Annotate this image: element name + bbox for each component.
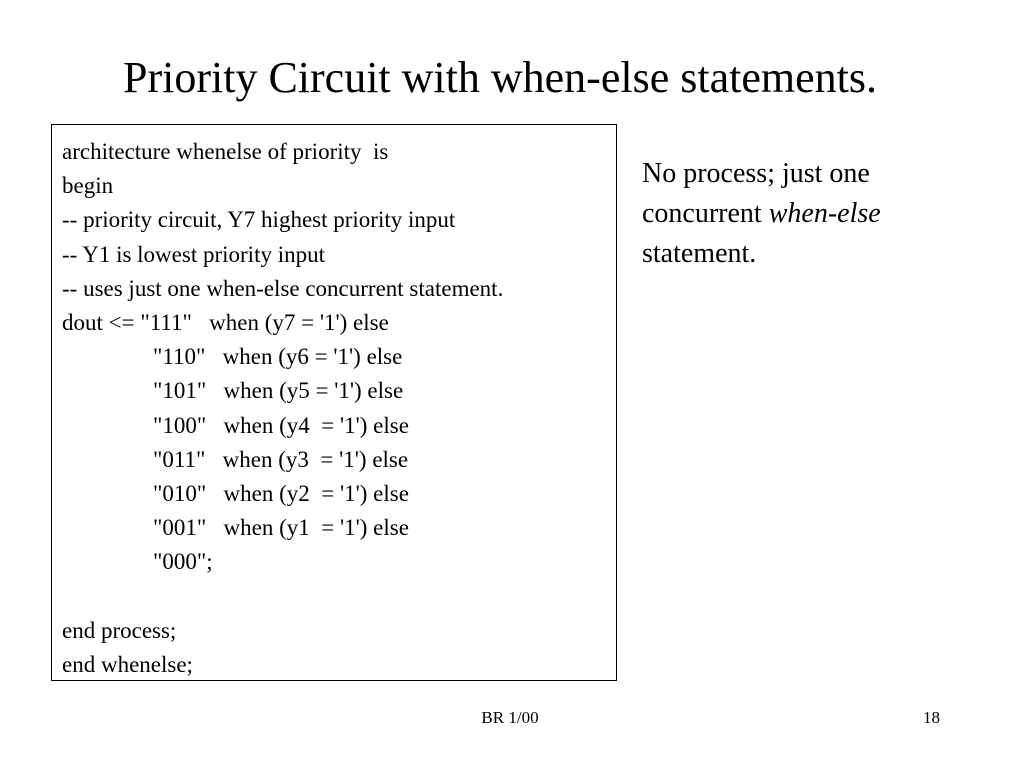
code-line: -- Y1 is lowest priority input xyxy=(62,241,325,267)
page-number: 18 xyxy=(923,708,940,727)
side-note-line: statement. xyxy=(642,238,757,269)
side-note-text: concurrent xyxy=(642,198,769,229)
side-note-emphasis: when-else xyxy=(768,198,881,229)
code-line: begin xyxy=(62,173,114,199)
code-line: "110" when (y6 = '1') else xyxy=(153,344,403,370)
code-listing xyxy=(62,135,503,682)
code-line: "101" when (y5 = '1') else xyxy=(153,378,404,404)
code-line: "011" when (y3 = '1') else xyxy=(153,446,409,472)
code-line: dout <= "111" when (y7 = '1') else xyxy=(62,309,389,335)
code-line: "010" when (y2 = '1') else xyxy=(153,480,409,506)
code-line: architecture whenelse of priority is xyxy=(62,139,389,164)
code-line: "100" when (y4 = '1') else xyxy=(153,412,409,438)
footer-label: BR 1/00 xyxy=(481,708,539,727)
side-note-line xyxy=(642,194,982,234)
code-line: -- priority circuit, Y7 highest priority input xyxy=(62,207,456,233)
side-note xyxy=(642,154,982,274)
code-line: end process; xyxy=(62,617,177,643)
code-line: -- uses just one when-else concurrent statement. xyxy=(62,275,504,301)
code-line-blank xyxy=(62,579,503,613)
slide-title: Priority Circuit with when-else statements. xyxy=(123,53,877,102)
code-box xyxy=(51,124,617,681)
side-note-line: No process; just one xyxy=(642,158,870,189)
code-line: end whenelse; xyxy=(62,651,193,677)
code-line: "000"; xyxy=(153,549,213,575)
code-line: "001" when (y1 = '1') else xyxy=(153,515,409,541)
